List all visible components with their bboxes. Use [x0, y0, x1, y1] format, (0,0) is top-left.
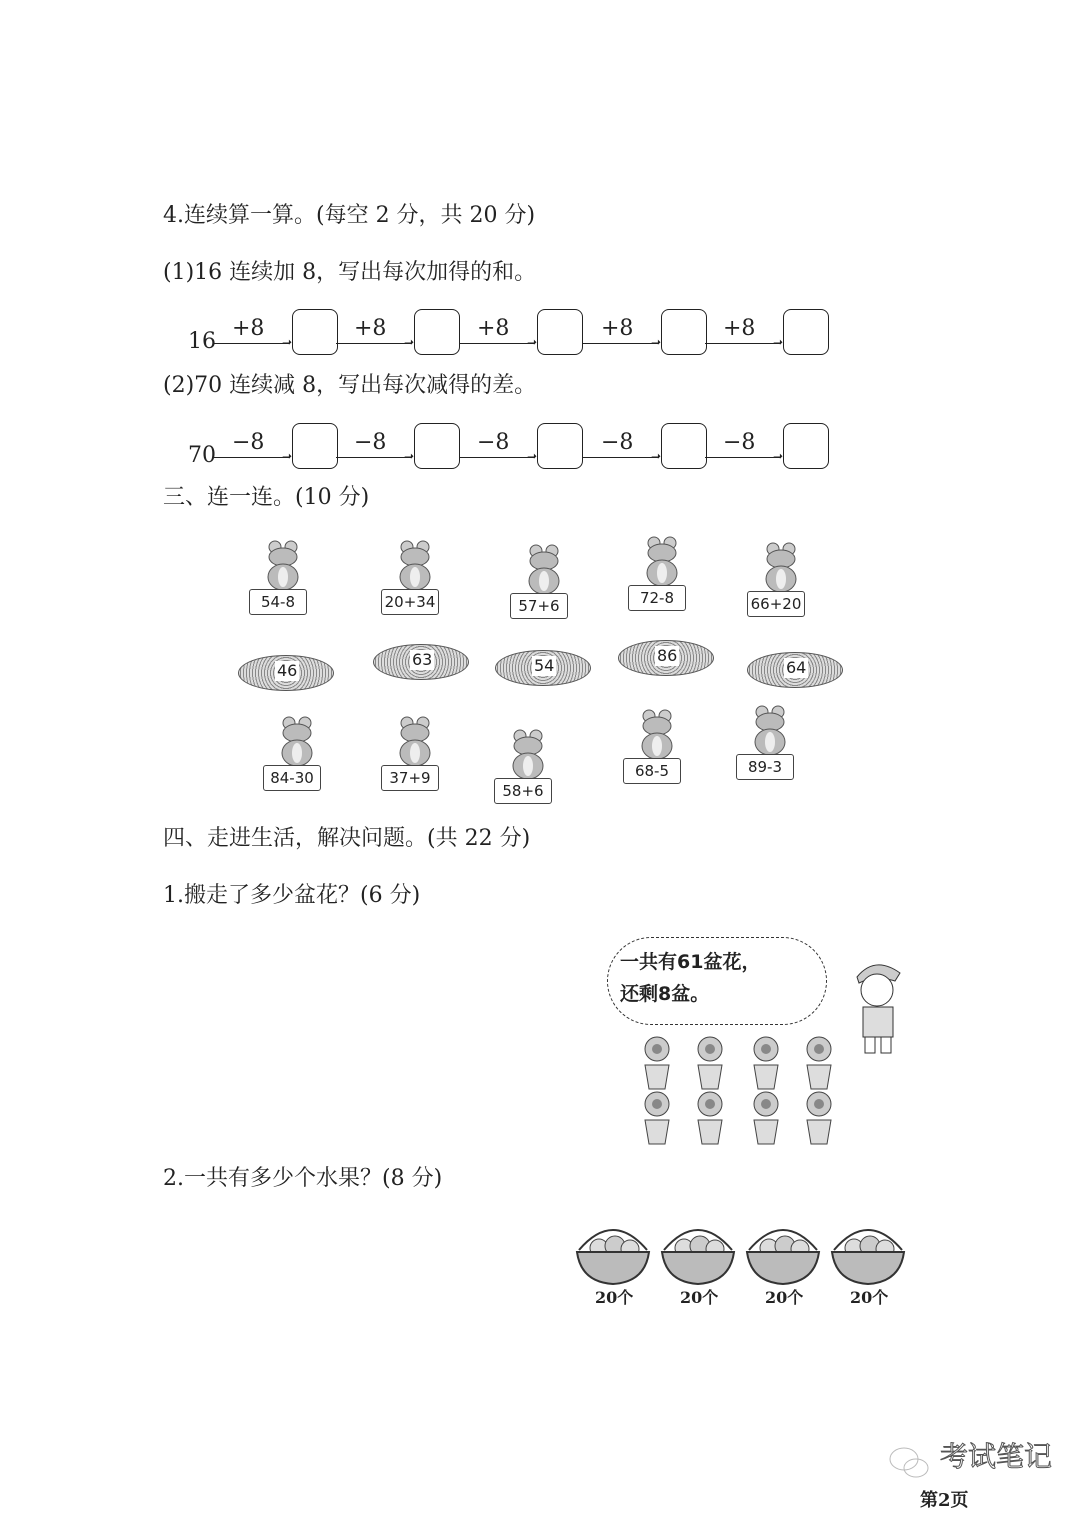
- fruit-basket-icon: [575, 1220, 651, 1286]
- answer-box[interactable]: [661, 423, 707, 469]
- answer-box[interactable]: [537, 423, 583, 469]
- section4-title: 四、走进生活，解决问题。(共 22 分): [163, 826, 531, 851]
- wechat-icon: [888, 1446, 932, 1480]
- expression-label: 66+20: [747, 591, 805, 617]
- pad-number: 54: [534, 656, 555, 675]
- answer-box[interactable]: [414, 423, 460, 469]
- expression-label: 84-30: [263, 765, 321, 791]
- frog-card[interactable]: [741, 541, 821, 621]
- operation-label: −8: [232, 430, 265, 455]
- operation-label: +8: [354, 316, 387, 341]
- arrow-head-icon: ➝: [281, 335, 292, 349]
- basket-count: 20个: [850, 1288, 889, 1307]
- frog-icon: [395, 715, 435, 767]
- flower-pot-icon: [746, 1090, 786, 1146]
- q4-part2-prompt: (2)70 连续减 8，写出每次减得的差。: [163, 373, 537, 398]
- operation-label: −8: [477, 430, 510, 455]
- frog-card[interactable]: [243, 539, 323, 619]
- lily-pad[interactable]: [495, 650, 591, 686]
- flower-pot-icon: [799, 1090, 839, 1146]
- frog-icon: [524, 543, 564, 595]
- lily-pad[interactable]: [747, 652, 843, 688]
- expression-label: 89-3: [736, 754, 794, 780]
- expression-label: 57+6: [510, 593, 568, 619]
- frog-icon: [395, 539, 435, 591]
- arrow: [214, 431, 290, 461]
- lily-pad[interactable]: [373, 644, 469, 680]
- pad-number: 64: [786, 658, 807, 677]
- arrow: [336, 317, 412, 347]
- arrow: [336, 431, 412, 461]
- frog-icon: [750, 704, 790, 756]
- arrow: [583, 317, 659, 347]
- operation-label: −8: [723, 430, 756, 455]
- arrow-head-icon: ➝: [526, 335, 537, 349]
- bubble-line1: 一共有61盆花，: [620, 951, 761, 973]
- answer-box[interactable]: [661, 309, 707, 355]
- arrow: [705, 317, 781, 347]
- page-number: 第2页: [920, 1490, 969, 1511]
- frog-card[interactable]: [622, 535, 702, 615]
- answer-box[interactable]: [783, 423, 829, 469]
- operation-label: +8: [477, 316, 510, 341]
- frog-icon: [637, 708, 677, 760]
- section3-title: 三、连一连。(10 分): [163, 485, 370, 510]
- q1-title: 1.搬走了多少盆花？(6 分): [163, 883, 421, 908]
- frog-card[interactable]: [375, 715, 455, 795]
- watermark: 考试笔记: [940, 1440, 1053, 1473]
- frog-icon: [761, 541, 801, 593]
- arrow: [705, 431, 781, 461]
- arrow-head-icon: ➝: [650, 449, 661, 463]
- flower-pot-icon: [637, 1090, 677, 1146]
- expression-label: 20+34: [381, 589, 439, 615]
- fruit-basket-icon: [660, 1220, 736, 1286]
- fruit-basket-icon: [745, 1220, 821, 1286]
- expression-label: 72-8: [628, 585, 686, 611]
- add-chain: [188, 295, 848, 355]
- pad-number: 63: [412, 650, 433, 669]
- chain-start: 70: [188, 443, 216, 468]
- frog-card[interactable]: [375, 539, 455, 619]
- expression-label: 54-8: [249, 589, 307, 615]
- frog-icon: [508, 728, 548, 780]
- basket-count: 20个: [765, 1288, 804, 1307]
- frog-card[interactable]: [730, 704, 810, 784]
- answer-box[interactable]: [414, 309, 460, 355]
- flower-pot-icon: [799, 1035, 839, 1091]
- fruit-basket-icon: [830, 1220, 906, 1286]
- frog-icon: [263, 539, 303, 591]
- frog-card[interactable]: [257, 715, 337, 795]
- answer-box[interactable]: [783, 309, 829, 355]
- q4-part1-prompt: (1)16 连续加 8，写出每次加得的和。: [163, 260, 537, 285]
- pad-number: 46: [277, 661, 298, 680]
- frog-icon: [277, 715, 317, 767]
- operation-label: −8: [354, 430, 387, 455]
- bubble-line2: 还剩8盆。: [620, 983, 710, 1005]
- lily-pad[interactable]: [238, 655, 334, 691]
- flower-pot-icon: [637, 1035, 677, 1091]
- frog-card[interactable]: [504, 543, 584, 623]
- operation-label: +8: [232, 316, 265, 341]
- answer-box[interactable]: [537, 309, 583, 355]
- expression-label: 58+6: [494, 778, 552, 804]
- chain-start: 16: [188, 329, 216, 354]
- arrow-head-icon: ➝: [772, 335, 783, 349]
- flower-pot-icon: [690, 1090, 730, 1146]
- answer-box[interactable]: [292, 309, 338, 355]
- arrow: [459, 317, 535, 347]
- basket-count: 20个: [595, 1288, 634, 1307]
- boy-illustration: [845, 955, 905, 1055]
- arrow: [459, 431, 535, 461]
- frog-icon: [642, 535, 682, 587]
- arrow-head-icon: ➝: [526, 449, 537, 463]
- pad-number: 86: [657, 646, 678, 665]
- q2-title: 2.一共有多少个水果？(8 分): [163, 1166, 443, 1191]
- q4-title: 4.连续算一算。(每空 2 分，共 20 分): [163, 203, 536, 228]
- flower-pot-icon: [690, 1035, 730, 1091]
- basket-count: 20个: [680, 1288, 719, 1307]
- expression-label: 68-5: [623, 758, 681, 784]
- frog-card[interactable]: [488, 728, 568, 808]
- arrow-head-icon: ➝: [772, 449, 783, 463]
- arrow-head-icon: ➝: [650, 335, 661, 349]
- subtract-chain: [188, 409, 848, 469]
- arrow: [583, 431, 659, 461]
- arrow-head-icon: ➝: [281, 449, 292, 463]
- operation-label: +8: [601, 316, 634, 341]
- flower-pot-icon: [746, 1035, 786, 1091]
- speech-bubble: [607, 937, 827, 1025]
- expression-label: 37+9: [381, 765, 439, 791]
- arrow-head-icon: ➝: [403, 449, 414, 463]
- frog-card[interactable]: [617, 708, 697, 788]
- arrow-head-icon: ➝: [403, 335, 414, 349]
- answer-box[interactable]: [292, 423, 338, 469]
- operation-label: +8: [723, 316, 756, 341]
- operation-label: −8: [601, 430, 634, 455]
- lily-pad[interactable]: [618, 640, 714, 676]
- arrow: [214, 317, 290, 347]
